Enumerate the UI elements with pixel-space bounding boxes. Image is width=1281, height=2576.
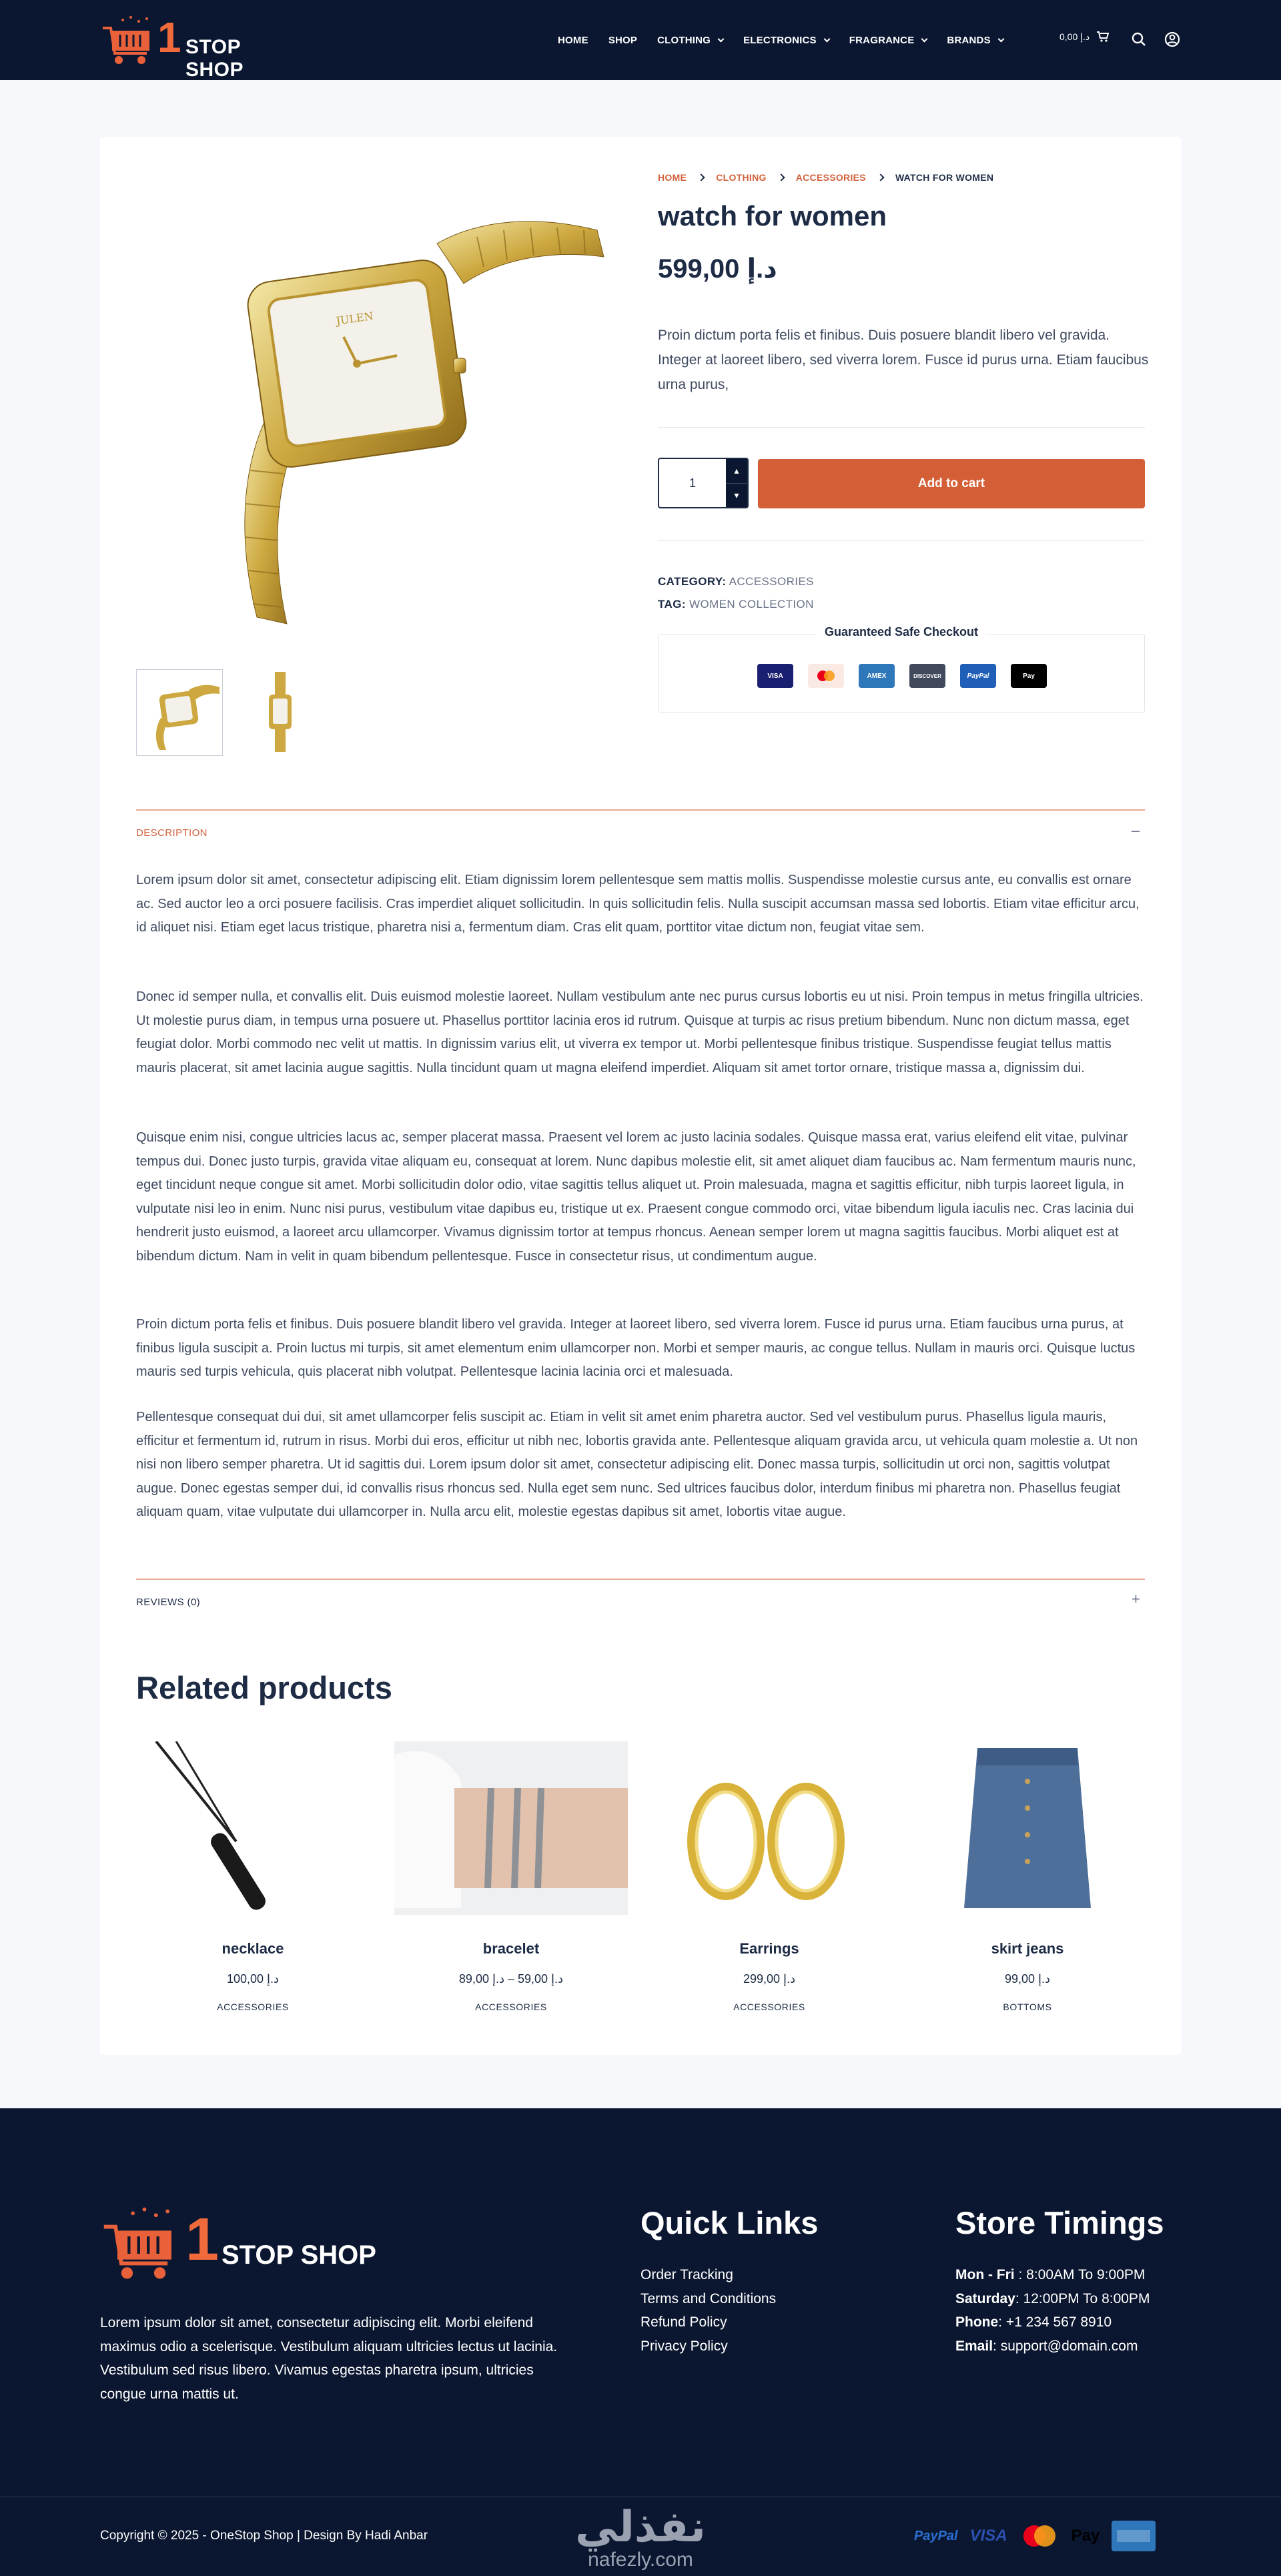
timing-row: Email: support@domain.com <box>955 2338 1138 2354</box>
breadcrumb-current: WATCH FOR WOMEN <box>895 172 994 183</box>
product-name[interactable]: bracelet <box>482 1940 540 1957</box>
mastercard-icon <box>1019 2523 1059 2549</box>
tab-divider <box>136 1579 1145 1580</box>
breadcrumb-accessories[interactable]: ACCESSORIES <box>795 172 866 183</box>
chevron-down-icon <box>823 35 830 42</box>
chevron-down-icon <box>997 35 1004 42</box>
nav-shop[interactable]: SHOP <box>608 34 638 46</box>
skirt-jeans-image <box>911 1741 1144 1915</box>
product-category: CATEGORY: ACCESSORIES <box>658 575 814 588</box>
header-cart[interactable] <box>1059 31 1110 43</box>
product-price: د.إ 299,00 <box>743 1972 796 1986</box>
link-order-tracking[interactable]: Order Tracking <box>640 2267 733 2282</box>
timing-row: Mon - Fri : 8:00AM To 9:00PM <box>955 2267 1146 2282</box>
shopping-cart-logo-icon <box>100 13 160 69</box>
thumbnail-1[interactable] <box>136 669 223 756</box>
logo-text: STOP SHOP <box>222 2240 376 2270</box>
safe-checkout-box <box>658 625 1145 713</box>
logo-number: 1 <box>157 13 181 61</box>
product-price: د.إ 599,00 <box>658 254 777 284</box>
nav-brands[interactable]: BRANDS <box>947 35 1003 46</box>
tab-divider <box>136 809 1145 811</box>
logo-text: STOP SHOP <box>185 36 244 81</box>
quantity-stepper[interactable] <box>658 458 749 508</box>
product-short-description: Proin dictum porta felis et finibus. Duis posuere blandit libero vel gravida. Integer at laoreet libero, sed viverra lorem. Fusce id purus urna. Etiam faucibus urna purus, <box>658 328 1149 392</box>
related-products-title: Related products <box>136 1670 392 1705</box>
site-header <box>0 0 1281 80</box>
necklace-image <box>136 1741 370 1915</box>
timing-row: Saturday: 12:00PM To 8:00PM <box>955 2290 1150 2306</box>
footer-payment-icons <box>914 2521 1156 2551</box>
quick-links <box>640 2263 776 2358</box>
related-product[interactable] <box>911 1741 1144 2012</box>
nafezly-watermark: نفذلي nafezly.com <box>575 2503 706 2571</box>
safe-checkout-title: Guaranteed Safe Checkout <box>817 625 986 638</box>
quantity-increase-icon[interactable]: ▴ <box>726 459 747 484</box>
add-to-cart-button[interactable]: Add to cart <box>758 459 1145 508</box>
paypal-icon: PayPal <box>960 664 996 688</box>
amex-icon <box>1112 2521 1156 2551</box>
apple-pay-icon: Pay <box>1011 664 1047 688</box>
tab-reviews[interactable]: REVIEWS (0) <box>136 1597 201 1608</box>
quick-links-title: Quick Links <box>640 2205 819 2240</box>
description-paragraph-1: Lorem ipsum dolor sit amet, consectetur adipiscing elit. Etiam dignissim lorem pellentesque sem mattis mollis. Suspendisse molestie cursus ante, eu convallis est ornare ac. Sed auctor leo a orci posuere facilisis. Cras imperdiet aliquet sollicitudin. In quis sollicitudin felis. Nulla suscipit accumsan massa sed lobortis. Etiam vitae efficitur arcu, id aliquet nisi. Etiam eget lacus tristique, pharetra nisi a, fermentum diam. Cras elit quam, porttitor vitae dictum non, feugiat vitae sem. <box>136 873 1140 935</box>
chevron-right-icon <box>777 173 785 181</box>
product-name[interactable]: necklace <box>222 1940 284 1957</box>
footer-about: Lorem ipsum dolor sit amet, consectetur adipiscing elit. Morbi eleifend maximus odio a scelerisque. Vestibulum aliquam ultricies lectus ut lacinia. Vestibulum sed risus libero. Vivamus egestas pharetra ipsum, ultricies congue urna mattis ut. <box>100 2315 558 2402</box>
discover-icon: DISCOVER <box>909 664 945 688</box>
product-category[interactable]: ACCESSORIES <box>217 2002 289 2012</box>
product-price: د.إ 100,00 <box>226 1972 280 1986</box>
collapse-icon[interactable]: – <box>1132 822 1140 839</box>
description-paragraph-3: Quisque enim nisi, congue ultricies lacus ac, semper placerat massa. Praesent vel lorem ac justo lacinia sodales. Quisque massa erat, varius eleifend elit vitae, pulvinar tempus dui. Donec justo turpis, gravida vitae aliquam eu, consequat at lorem. Nunc dapibus molestie elit, sit amet aliquet diam faucibus ac. Nam fermentum mauris nunc, eget tincidunt neque congue sit amet. Morbi sollicitudin dolor odio, vitae sagittis tellus aliquet ut. Proin malesuada, magna et sagittis efficitur, nibh turpis laoreet ligula, in vulputate nisi leo in enim. Nunc nisi purus, vestibulum vitae dapibus eu, tristique ut ex. Praesent congue commodo orci, vitae bibendum ligula iaculis nec. Cras lacinia dui hendrerit justo euismod, a laoreet arcu ullamcorper. Vivamus dignissim tortor at tempus rhoncus. Aenean semper lorem ut magna sagittis faucibus. Morbi aliquet est at bibendum dictum. Nam in velit in quam bibendum pellentesque. Fusce in consectetur risus, ut condimentum augue. <box>136 1130 1136 1264</box>
description-paragraph-2: Donec id semper nulla, et convallis elit. Duis euismod molestie laoreet. Nullam vestibulum ante nec purus cursus lobortis eu ut nisi. Proin tempus in metus fringilla ultricies. Ut molestie purus diam, in tempus urna posuere ut. Phasellus porttitor lacinia eros id rutrum. Quisque at turpis ac risus pretium bibendum. Nunc non dictum massa, eget feugiat dolor. Morbi commodo nec velit ut mattis. In dignissim varius elit, ut viverra ex tempor ut. Morbi pellentesque finibus tristique. Suspendisse feugiat tellus mattis mauris placerat, sit amet lacinia augue sagittis. Nulla tincidunt quam ut magna eleifend imperdiet. Aliquam sit amet tortor ornare, tristique massa a, dignissim dui. <box>136 989 1144 1076</box>
earrings-image <box>653 1741 886 1915</box>
product-title: watch for women <box>658 200 887 232</box>
breadcrumb-home[interactable]: HOME <box>658 172 687 183</box>
nav-electronics[interactable]: ELECTRONICS <box>743 35 829 46</box>
chevron-down-icon <box>718 35 725 42</box>
link-privacy-policy[interactable]: Privacy Policy <box>640 2338 728 2354</box>
thumbnail-image <box>137 670 222 755</box>
tab-description[interactable]: DESCRIPTION <box>136 827 207 839</box>
tag-link[interactable]: WOMEN COLLECTION <box>689 598 814 610</box>
product-price: د.إ 99,00 <box>1004 1972 1051 1986</box>
site-footer <box>0 2108 1281 2576</box>
product-image[interactable] <box>170 203 610 637</box>
visa-icon: VISA <box>969 2527 1007 2545</box>
product-price: د.إ 59,00 – د.إ 89,00 <box>458 1972 564 1986</box>
mastercard-icon <box>808 664 844 688</box>
link-terms[interactable]: Terms and Conditions <box>640 2290 777 2306</box>
bracelet-image <box>394 1741 628 1915</box>
description-paragraph-4: Proin dictum porta felis et finibus. Duis posuere blandit libero vel gravida. Integer at laoreet libero, sed viverra lorem. Fusce id purus urna. Etiam faucibus urna purus, at finibus ligula suscipit a. Proin luctus mi turpis, sit amet elementum enim ullamcorper non. Morbi et semper mauris, ac congue tellus. Nullam in mauris orci. Quisque luctus mauris sed turpis vehicula, quis placerat nibh volutpat. Pellentesque lacinia lacinia orci et malesuada. <box>136 1317 1136 1379</box>
cart-total: د.إ 0,00 <box>1059 31 1090 42</box>
divider <box>658 540 1145 541</box>
product-category[interactable]: ACCESSORIES <box>733 2002 805 2012</box>
related-product[interactable] <box>136 1741 370 2012</box>
store-timings <box>955 2263 1150 2358</box>
nav-clothing[interactable]: CLOTHING <box>657 35 723 46</box>
main-nav <box>558 29 1023 51</box>
shopping-cart-logo-icon <box>100 2202 187 2288</box>
related-product[interactable] <box>394 1741 628 2012</box>
cart-icon <box>1096 31 1110 43</box>
description-paragraph-5: Pellentesque consequat dui dui, sit amet ullamcorper felis suscipit ac. Etiam in velit sit amet enim pharetra auctor. Sed vel vestibulum purus. Phasellus ligula mauris, efficitur et fermentum id, rutrum in risus. Morbi dui eros, efficitur ut nibh nec, lobortis gravida ante. Pellentesque aliquam gravida arcu, ut vehicula quam molestie a. Ut non nisi non libero semper pharetra. Ut id sagittis dui. Lorem ipsum dolor sit amet, consectetur adipiscing elit. Donec massa turpis, sollicitudin ut orci non, sagittis volutpat augue. Donec egestas semper dui, id convallis risus rhoncus sed. Nulla eget sem nunc. Sed ultrices faucibus dolor, interdum finibus mi pharetra non. Phasellus feugiat aliquam quam, vitae vulputate dui ullamcorper in. Nulla arcu elit, molestie egestas dapibus sit amet, lobortis vitae augue. <box>136 1410 1138 1519</box>
amex-icon: AMEX <box>859 664 895 688</box>
link-refund-policy[interactable]: Refund Policy <box>640 2314 727 2330</box>
chevron-right-icon <box>698 173 705 181</box>
category-link[interactable]: ACCESSORIES <box>729 575 814 588</box>
quantity-decrease-icon[interactable]: ▾ <box>734 489 739 500</box>
breadcrumb <box>658 172 993 183</box>
expand-icon[interactable]: + <box>1132 1591 1140 1607</box>
thumbnail-2[interactable] <box>237 669 324 756</box>
svg-text:JULEN: JULEN <box>335 309 374 328</box>
visa-icon: VISA <box>757 664 793 688</box>
chevron-down-icon <box>921 35 928 42</box>
product-category[interactable]: ACCESSORIES <box>475 2002 547 2012</box>
divider <box>658 427 1145 428</box>
account-icon[interactable] <box>1164 31 1181 48</box>
breadcrumb-clothing[interactable]: CLOTHING <box>716 172 767 183</box>
logo-number: 1 <box>185 2206 220 2273</box>
footer-logo[interactable] <box>100 2202 387 2295</box>
product-name[interactable]: skirt jeans <box>991 1940 1064 1957</box>
site-logo[interactable] <box>100 13 294 81</box>
paypal-icon: PayPal <box>914 2528 958 2543</box>
related-product[interactable] <box>653 1741 886 2012</box>
apple-pay-icon: Pay <box>1071 2527 1100 2545</box>
product-name[interactable]: Earrings <box>739 1940 799 1957</box>
store-timings-title: Store Timings <box>955 2205 1164 2240</box>
search-icon[interactable] <box>1130 31 1148 48</box>
copyright: Copyright © 2025 - OneStop Shop | Design By Hadi Anbar <box>100 2529 428 2543</box>
chevron-right-icon <box>877 173 884 181</box>
product-category[interactable]: BOTTOMS <box>1003 2002 1052 2012</box>
timing-row: Phone: +1 234 567 8910 <box>955 2314 1112 2330</box>
thumbnail-image <box>237 669 322 755</box>
quantity-input[interactable] <box>659 459 726 507</box>
product-tag: TAG: WOMEN COLLECTION <box>658 598 814 610</box>
nav-home[interactable]: HOME <box>558 34 588 46</box>
nav-fragrance[interactable]: FRAGRANCE <box>849 35 927 46</box>
